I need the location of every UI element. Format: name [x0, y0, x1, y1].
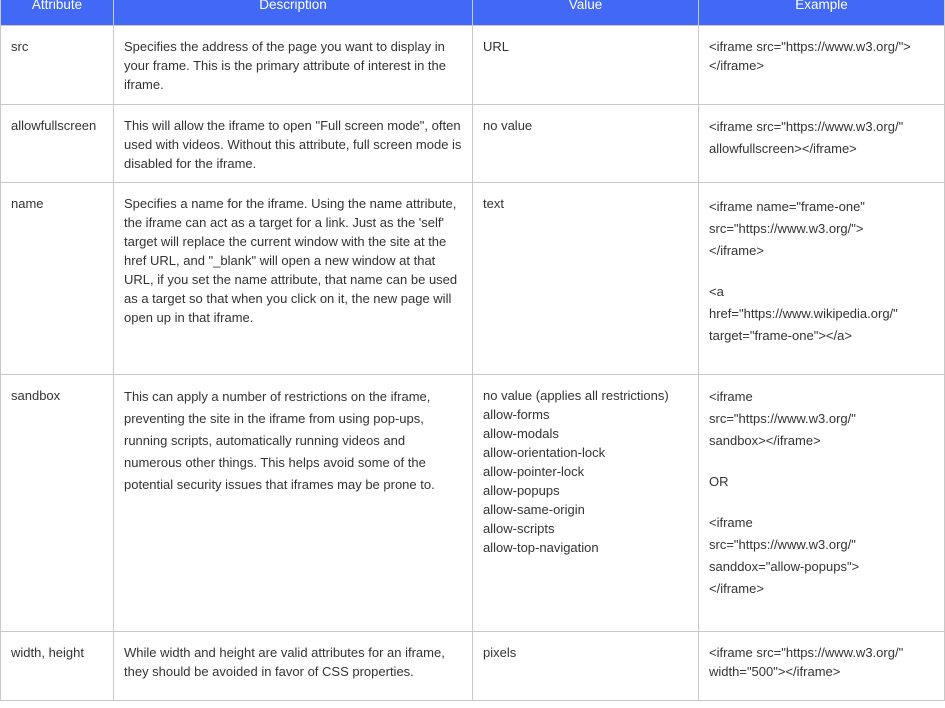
attribute-name: width, height — [11, 645, 84, 660]
value-cell — [473, 375, 699, 632]
example-code-line: <iframe src="https://www.w3.org/"> — [709, 39, 911, 54]
example-code-line: href="https://www.wikipedia.org/" — [709, 306, 898, 321]
column-header-attribute — [1, 0, 114, 26]
example-code-line: sanddox="allow-popups"> — [709, 559, 860, 574]
attribute-cell — [1, 26, 114, 105]
example-cell — [699, 183, 945, 375]
example-cell — [699, 632, 945, 701]
example-code-line: src="https://www.w3.org/" — [709, 537, 856, 552]
example-spacer — [709, 493, 934, 512]
attribute-name: allowfullscreen — [11, 118, 97, 133]
column-header-value — [473, 0, 699, 26]
example-code-line: target="frame-one"></a> — [709, 328, 852, 343]
attribute-description: Specifies the address of the page you want to display in your frame. This is the primary attribute of interest in the iframe. — [124, 39, 447, 92]
example-code-line: sandbox></iframe> — [709, 433, 821, 448]
example-code-line: </iframe> — [709, 243, 764, 258]
table-row — [1, 375, 945, 632]
column-header-description — [114, 0, 473, 26]
example-code-line: allowfullscreen></iframe> — [709, 141, 857, 156]
column-header-label: Value — [568, 0, 603, 12]
value-option: no value — [483, 118, 533, 133]
value-option: allow-popups — [483, 483, 560, 498]
attribute-name: name — [11, 196, 44, 211]
attribute-description: This can apply a number of restrictions on the iframe, preventing the site in the iframe from using pop-ups, running scripts, automatically running videos and numerous other things. This helps avoid some of the potential security issues that iframes may be prone to. — [124, 389, 435, 492]
value-cell — [473, 105, 699, 183]
example-code-line: </iframe> — [709, 581, 764, 596]
example-code-line: <iframe — [709, 515, 753, 530]
value-option: URL — [483, 39, 510, 54]
table-row — [1, 183, 945, 375]
value-cell — [473, 26, 699, 105]
value-option: allow-orientation-lock — [483, 445, 606, 460]
column-header-example — [699, 0, 945, 26]
value-option: allow-forms — [483, 407, 550, 422]
example-code-line: src="https://www.w3.org/" — [709, 411, 856, 426]
table-header — [1, 0, 945, 26]
example-code-line: <a — [709, 284, 724, 299]
example-code-line: <iframe — [709, 389, 753, 404]
column-header-label: Attribute — [31, 0, 83, 12]
value-option: allow-modals — [483, 426, 559, 441]
example-or-separator: OR — [709, 474, 729, 489]
value-option: allow-scripts — [483, 521, 555, 536]
value-cell — [473, 183, 699, 375]
example-cell — [699, 375, 945, 632]
column-header-label: Description — [259, 0, 327, 12]
example-code-line: <iframe src="https://www.w3.org/" — [709, 645, 904, 660]
example-code-line: src="https://www.w3.org/"> — [709, 221, 864, 236]
attribute-cell — [1, 375, 114, 632]
attribute-description: This will allow the iframe to open "Full screen mode", often used with videos. Without this attribute, full screen mode is disabled for the iframe. — [124, 118, 462, 171]
example-spacer — [709, 262, 934, 281]
description-cell — [114, 632, 473, 701]
example-code-line: <iframe src="https://www.w3.org/" — [709, 119, 904, 134]
attribute-name: src — [11, 39, 29, 54]
table-row — [1, 26, 945, 105]
value-option: text — [483, 196, 504, 211]
example-code-line: width="500"></iframe> — [709, 664, 841, 679]
example-cell — [699, 26, 945, 105]
description-cell — [114, 183, 473, 375]
description-cell — [114, 375, 473, 632]
table-row — [1, 105, 945, 183]
attribute-description: Specifies a name for the iframe. Using the name attribute, the iframe can act as a target for a link. Just as the 'self' target will replace the current window with the site at the href URL, and "_blank" will open a new window at that URL, if you set the name attribute, that name can be used as a target so that when you click on it, the new page will open up in that iframe. — [124, 196, 458, 325]
attribute-cell — [1, 105, 114, 183]
attribute-cell — [1, 632, 114, 701]
value-option: no value (applies all restrictions) — [483, 388, 669, 403]
value-option: allow-pointer-lock — [483, 464, 585, 479]
value-option: allow-top-navigation — [483, 540, 599, 555]
attribute-description: While width and height are valid attributes for an iframe, they should be avoided in favor of CSS properties. — [124, 645, 445, 679]
attribute-name: sandbox — [11, 388, 61, 403]
value-cell — [473, 632, 699, 701]
example-code-line: <iframe name="frame-one" — [709, 199, 865, 214]
example-spacer — [709, 452, 934, 471]
example-code-line: </iframe> — [709, 58, 764, 73]
table-row — [1, 632, 945, 701]
description-cell — [114, 105, 473, 183]
description-cell — [114, 26, 473, 105]
example-cell — [699, 105, 945, 183]
column-header-label: Example — [795, 0, 848, 12]
attribute-cell — [1, 183, 114, 375]
value-option: allow-same-origin — [483, 502, 585, 517]
value-option: pixels — [483, 645, 517, 660]
